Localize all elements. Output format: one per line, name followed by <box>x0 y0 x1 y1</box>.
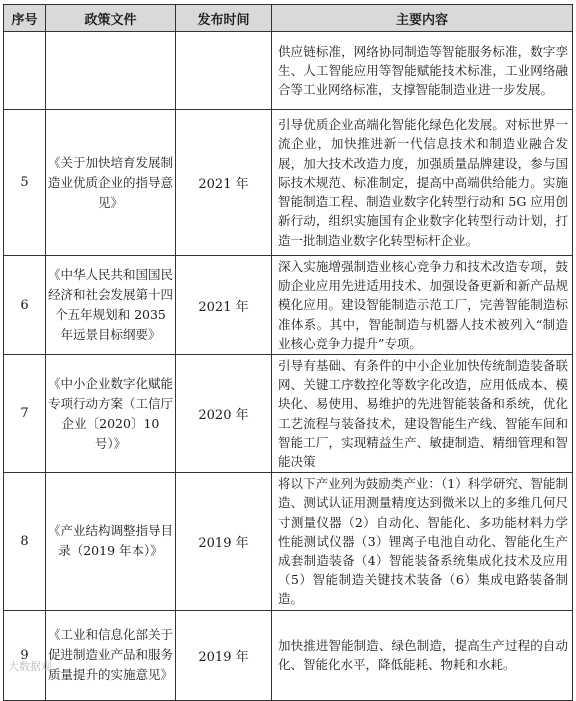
row-date <box>176 32 272 110</box>
row-no <box>4 32 46 110</box>
table-row <box>4 473 573 610</box>
watermark: 大数据观 <box>8 660 52 673</box>
row-no: 8 <box>4 473 46 610</box>
table-row <box>4 355 573 473</box>
row-date: 2019 年 <box>176 610 272 700</box>
row-content: 引导优质企业高端化智能化绿色化发展。对标世界一流企业，加快推进新一代信息技术和制造业融合发展，加大技术改造力度，加强质量品牌建设，参与国际技术规范、标准制定，提高中高端供给能力。实施智能制造工程、制造业数字化转型行动和 5G 应用创新行动，组织实施国有企业数字化转型行动计划，打造一批制造业数字化转型标杆企业。 <box>272 110 573 256</box>
row-content: 引导有基础、有条件的中小企业加快传统制造装备联网、关键工序数控化等数字化改造，应用低成本、模块化、易使用、易维护的先进智能装备和系统，优化工艺流程与装备技术，建设智能生产线、智能车间和智能工厂，实现精益生产、敏捷制造、精细管理和智能决策 <box>272 355 573 473</box>
header-date: 发布时间 <box>176 5 272 32</box>
row-date: 2021 年 <box>176 256 272 355</box>
header-doc: 政策文件 <box>46 5 176 32</box>
row-doc: 《关于加快培育发展制造业优质企业的指导意见》 <box>46 110 176 256</box>
row-no: 5 <box>4 110 46 256</box>
row-date: 2020 年 <box>176 355 272 473</box>
header-no: 序号 <box>4 5 46 32</box>
policy-table <box>3 4 573 701</box>
row-no: 6 <box>4 256 46 355</box>
row-doc: 《工业和信息化部关于促进制造业产品和服务质量提升的实施意见》 <box>46 610 176 700</box>
table-row <box>4 110 573 256</box>
row-no: 7 <box>4 355 46 473</box>
row-content: 将以下产业列为鼓励类产业：（1）科学研究、智能制造、测试认证用测量精度达到微米以上的多维几何尺寸测量仪器（2）自动化、智能化、多功能材料力学性能测试仪器（3）锂离子电池自动化、智能化生产成套制造装备（4）智能装备系统集成化技术及应用（5）智能制造关键技术装备（6）集成电路装备制造。 <box>272 473 573 610</box>
row-doc: 《产业结构调整指导目录（2019 年本）》 <box>46 473 176 610</box>
table-row <box>4 256 573 355</box>
row-doc: 《中小企业数字化赋能专项行动方案（工信厅企业〔2020〕10 号）》 <box>46 355 176 473</box>
row-date: 2021 年 <box>176 110 272 256</box>
table-header-row <box>4 5 573 32</box>
table-row <box>4 32 573 110</box>
table-row <box>4 610 573 700</box>
row-content: 深入实施增强制造业核心竞争力和技术改造专项，鼓励企业应用先进适用技术、加强设备更新和新产品规模化应用。建设智能制造示范工厂，完善智能制造标准体系。其中，智能制造与机器人技术被列入“制造业核心竞争力提升”专项。 <box>272 256 573 355</box>
header-content: 主要内容 <box>272 5 573 32</box>
row-content: 供应链标准，网络协同制造等智能服务标准，数字孪生、人工智能应用等智能赋能技术标准，工业网络融合等工业网络标准，支撑智能制造业进一步发展。 <box>272 32 573 110</box>
row-doc: 《中华人民共和国国民经济和社会发展第十四个五年规划和 2035 年远景目标纲要》 <box>46 256 176 355</box>
row-doc <box>46 32 176 110</box>
row-no: 9 <box>4 610 46 700</box>
row-content: 加快推进智能制造、绿色制造，提高生产过程的自动化、智能化水平，降低能耗、物耗和水耗。 <box>272 610 573 700</box>
row-date: 2019 年 <box>176 473 272 610</box>
